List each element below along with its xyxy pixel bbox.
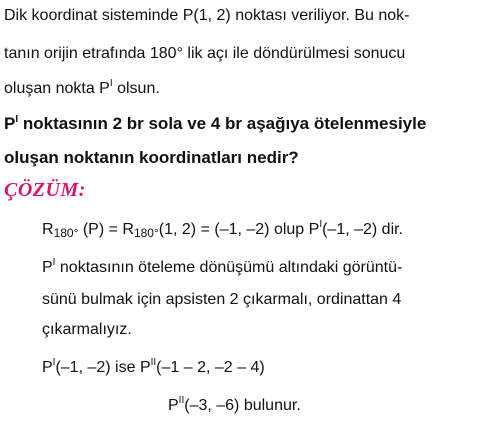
double-prime-mark: II: [150, 357, 157, 368]
subscript: 180°: [133, 226, 159, 240]
solution-paragraph-line-2: sünü bulmak için apsisten 2 çıkarmalı, ordinattan 4: [42, 291, 402, 308]
problem-text: oluşan nokta P: [4, 80, 110, 97]
solution-paragraph-line-3: çıkarmalıyız.: [42, 321, 132, 338]
solution-label: ÇÖZÜM:: [4, 179, 86, 201]
solution-text: P: [168, 397, 179, 414]
question-text: P: [4, 114, 16, 133]
solution-paragraph-line-1: [42, 258, 402, 278]
solution-text: (–1, –2) dir.: [322, 221, 404, 238]
problem-line-3: [4, 79, 160, 99]
prime-mark: I: [52, 257, 56, 268]
solution-result: [168, 396, 301, 416]
prime-mark: I: [109, 78, 113, 89]
question-text: noktasının 2 br sola ve 4 br aşağıya ötelenmesiyle: [18, 114, 427, 133]
solution-text: R: [42, 221, 54, 238]
prime-mark: I: [15, 114, 19, 125]
double-prime-mark: II: [178, 395, 185, 406]
solution-text: (–3, –6) bulunur.: [184, 397, 301, 414]
solution-text: P: [42, 259, 53, 276]
solution-rotation-line: [42, 220, 403, 240]
solution-text: (–1, –2) ise P: [55, 359, 151, 376]
question-line-2: oluşan noktanın koordinatları nedir?: [4, 148, 299, 167]
solution-text: (P) = R: [78, 221, 134, 238]
question-line-1: [4, 114, 426, 134]
problem-line-1: Dik koordinat sisteminde P(1, 2) noktası veriliyor. Bu nok-: [4, 7, 410, 24]
prime-mark: I: [319, 219, 323, 230]
prime-mark: I: [52, 357, 56, 368]
solution-step-1: [42, 358, 265, 378]
subscript: 180°: [53, 226, 79, 240]
solution-text: P: [42, 359, 53, 376]
solution-text: (–1 – 2, –2 – 4): [156, 359, 265, 376]
solution-text: (1, 2) = (–1, –2) olup P: [158, 221, 320, 238]
problem-text: olsun.: [112, 80, 160, 97]
solution-text: noktasının öteleme dönüşümü altındaki görüntü-: [55, 259, 403, 276]
problem-line-2: tanın orijin etrafında 180° lik açı ile döndürülmesi sonucu: [4, 45, 406, 62]
